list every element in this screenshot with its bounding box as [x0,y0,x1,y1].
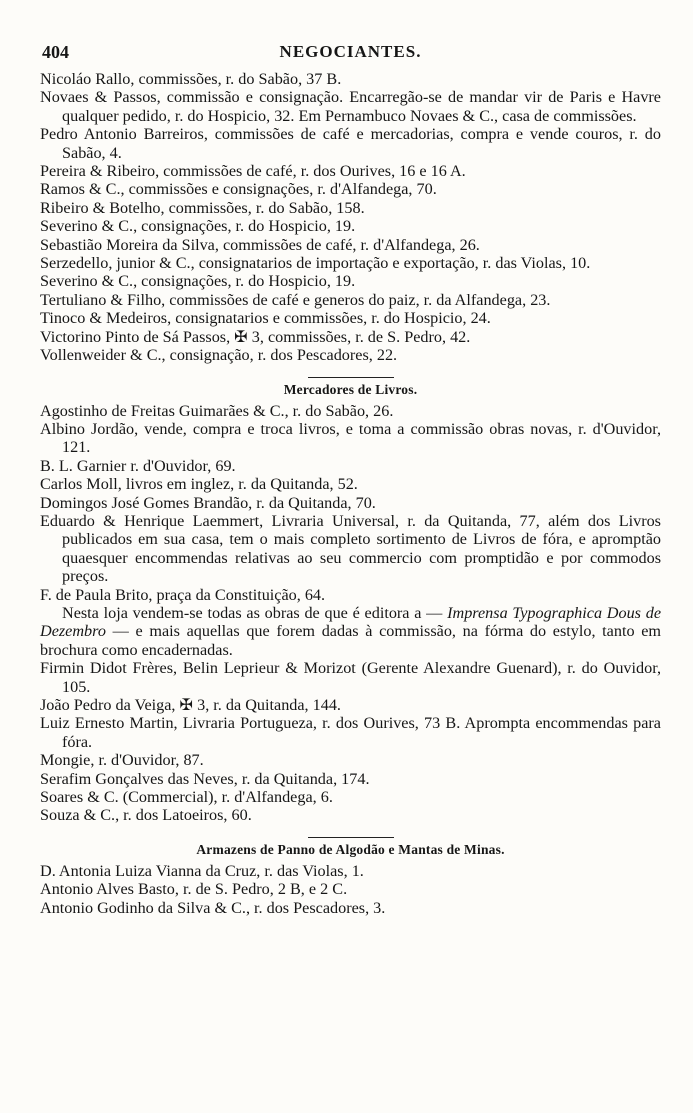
list-item: Soares & C. (Commercial), r. d'Alfandega, 6. [40,788,333,807]
list-item: Antonio Godinho da Silva & C., r. dos Pescadores, 3. [40,898,386,917]
list-item: Severino & C., consignações, r. do Hospicio, 19. [40,217,356,236]
list-item: Victorino Pinto de Sá Passos, ✠ 3, commissões, r. de S. Pedro, 42. [40,327,471,346]
list-item: Carlos Moll, livros em inglez, r. da Quitanda, 52. [40,475,358,494]
list-item: Tinoco & Medeiros, consignatarios e commissões, r. do Hospicio, 24. [40,309,491,328]
list-item: Severino & C., consignações, r. do Hospicio, 19. [40,272,356,291]
list-item: Eduardo & Henrique Laemmert, Livraria Universal, r. da Quitanda, 77, além dos Livros publicados em sua casa, tem o mais completo sortimento de Livros de fóra, e apromptão quaesquer encommendas relativas ao seu commercio com promptidão e por commodos preços. [40,511,661,586]
list-item: F. de Paula Brito, praça da Constituição, 64. [40,585,326,604]
list-item: B. L. Garnier r. d'Ouvidor, 69. [40,456,236,475]
note-text-after: — e mais aquellas que forem dadas à commissão, na fórma do estylo, tanto em brochura como encadernadas. [40,622,662,659]
list-item: Souza & C., r. dos Latoeiros, 60. [40,806,252,825]
page-header [40,36,661,70]
list-item: Serafim Gonçalves das Neves, r. da Quitanda, 174. [40,769,370,788]
section-divider [308,837,394,838]
running-title: NEGOCIANTES. [279,42,422,61]
list-item: Luiz Ernesto Martin, Livraria Portugueza, r. dos Ourives, 73 B. Apromptа encommendas para fóra. [40,714,661,751]
list-item: Tertuliano & Filho, commissões de café e generos do paiz, r. da Alfandega, 23. [40,290,551,309]
note-text-before: Nesta loja vendem-se todas as obras de que é editora a — [62,603,443,622]
merchant-list-commissions [40,70,661,365]
page-number: 404 [42,42,69,62]
list-item: Pereira & Ribeiro, commissões de café, r. dos Ourives, 16 e 16 A. [40,162,466,181]
list-item: João Pedro da Veiga, ✠ 3, r. da Quitanda, 144. [40,696,341,714]
merchant-list-cotton [40,862,661,917]
list-item: Vollenweider & C., consignação, r. dos Pescadores, 22. [40,346,398,365]
section-heading-cotton-warehouses: Armazens de Panno de Algodão e Mantas de Minas. [196,841,505,857]
list-item: Ribeiro & Botelho, commissões, r. do Sabão, 158. [40,198,365,217]
list-item: Serzedello, junior & C., consignatarios de importação e exportação, r. das Violas, 10. [40,254,591,273]
section-divider [308,377,394,378]
list-item: Sebastião Moreira da Silva, commissões de café, r. d'Alfandega, 26. [40,235,480,254]
list-item: Agostinho de Freitas Guimarães & C., r. do Sabão, 26. [40,401,394,420]
publisher-note [40,604,661,659]
list-item: Domingos José Gomes Brandão, r. da Quitanda, 70. [40,493,376,512]
list-item: Firmin Didot Frères, Belin Leprieur & Morizot (Gerente Alexandre Guenard), r. do Ouvidor, 105. [40,659,661,696]
list-item: Antonio Alves Basto, r. de S. Pedro, 2 B, e 2 C. [40,880,348,899]
list-item: Novaes & Passos, commissão e consignação. Encarregão-se de mandar vir de Paris e Havre qualquer pedido, r. do Hospicio, 32. Em Pernambuco Novaes & C., casa de commissões. [40,88,661,125]
list-item: D. Antonia Luiza Vianna da Cruz, r. das Violas, 1. [40,861,364,880]
section-heading-book-merchants: Mercadores de Livros. [283,381,418,397]
note-italic-imprint: Imprensa Typographica Dous de Dezembro [40,603,661,641]
list-item: Albino Jordão, vende, compra e troca livros, e toma a commissão obras novas, r. d'Ouvidor, 121. [40,419,661,457]
merchant-list-books [40,402,661,825]
list-item: Ramos & C., commissões e consignações, r. d'Alfandega, 70. [40,180,437,199]
list-item: Mongie, r. d'Ouvidor, 87. [40,751,204,770]
list-item: Nicoláo Rallo, commissões, r. do Sabão, 37 B. [40,70,342,88]
list-item: Pedro Antonio Barreiros, commissões de café e mercadorias, compra e vende couros, r. do Sabão, 4. [40,125,661,162]
